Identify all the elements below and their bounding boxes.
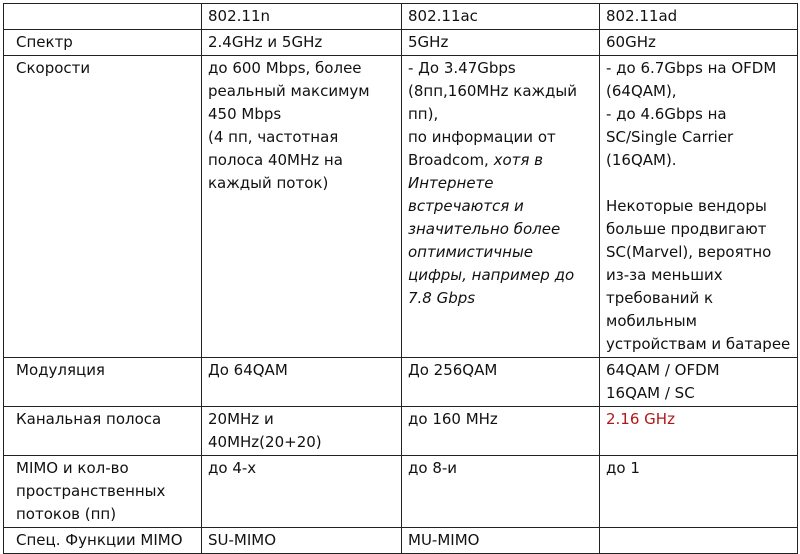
cell-mimo-functions-n: SU-MIMO	[202, 528, 402, 554]
table-row-spectrum	[4, 30, 798, 56]
cell-modulation-n: До 64QAM	[202, 358, 402, 407]
speeds-ac-note-line: Интернете	[408, 174, 494, 192]
cell-modulation-ac: До 256QAM	[402, 358, 600, 407]
modulation-ad-line: 16QAM / SC	[606, 384, 695, 402]
row-label-spectrum: Спектр	[4, 30, 202, 56]
cell-spectrum-ad: 60GHz	[600, 30, 798, 56]
cell-mimo-n: до 4-х	[202, 456, 402, 528]
speeds-ac-line: (8пп,160MHz каждый	[408, 82, 577, 100]
wifi-standards-comparison-table	[3, 3, 798, 554]
cell-bandwidth-ad: 2.16 GHz	[600, 407, 798, 456]
speeds-ac-note-line: цифры, например до	[408, 266, 575, 284]
cell-speeds-ad	[600, 56, 798, 358]
speeds-n-line: до 600 Mbps, более	[208, 59, 362, 77]
speeds-ad-line: (64QAM),	[606, 82, 677, 100]
row-label-modulation: Модуляция	[4, 358, 202, 407]
paragraph-gap	[606, 172, 791, 195]
speeds-ad-note-line: мобильным	[606, 312, 697, 330]
speeds-n-line: (4 пп, частотная	[208, 128, 339, 146]
speeds-ad-line: - до 6.7Gbps на OFDM	[606, 59, 777, 77]
row-label-speeds: Скорости	[4, 56, 202, 358]
cell-bandwidth-n	[202, 407, 402, 456]
row-label-bandwidth: Канальная полоса	[4, 407, 202, 456]
modulation-ad-line: 64QAM / OFDM	[606, 361, 720, 379]
cell-spectrum-ac: 5GHz	[402, 30, 600, 56]
speeds-ad-note-line: устройствам и батарее	[606, 335, 791, 353]
speeds-ad-line: - до 4.6Gbps на	[606, 105, 727, 123]
mimo-label-line: MIMO и кол-во	[16, 459, 129, 477]
speeds-n-line: 450 Mbps	[208, 105, 282, 123]
cell-speeds-n	[202, 56, 402, 358]
speeds-ac-line: пп),	[408, 105, 439, 123]
cell-bandwidth-ac: до 160 MHz	[402, 407, 600, 456]
speeds-ad-note-line: из-за меньших	[606, 266, 723, 284]
header-cell-corner	[4, 4, 202, 30]
cell-speeds-ac	[402, 56, 600, 358]
row-label-mimo	[4, 456, 202, 528]
header-cell-80211ac: 802.11ac	[402, 4, 600, 30]
table-row-bandwidth	[4, 407, 798, 456]
cell-mimo-functions-ac: MU-MIMO	[402, 528, 600, 554]
speeds-ad-note-line: больше продвигают	[606, 220, 767, 238]
cell-mimo-ac: до 8-и	[402, 456, 600, 528]
table-row-modulation	[4, 358, 798, 407]
speeds-ac-source-text: Broadcom,	[408, 151, 489, 169]
row-label-mimo-functions: Спец. Функции MIMO	[4, 528, 202, 554]
table-row-speeds	[4, 56, 798, 358]
bandwidth-n-line: 20MHz и	[208, 410, 274, 428]
speeds-ac-note-start: хотя в	[488, 151, 544, 169]
speeds-ac-note-line: 7.8 Gbps	[408, 289, 476, 307]
bandwidth-n-line: 40MHz(20+20)	[208, 433, 322, 451]
speeds-ac-note-line: оптимистичные	[408, 243, 534, 261]
cell-modulation-ad	[600, 358, 798, 407]
speeds-ad-note-line: требований к	[606, 289, 714, 307]
speeds-ac-note-line: значительно более	[408, 220, 561, 238]
cell-spectrum-n: 2.4GHz и 5GHz	[202, 30, 402, 56]
speeds-ac-line: - До 3.47Gbps	[408, 59, 516, 77]
speeds-ac-line: по информации от	[408, 128, 556, 146]
mimo-label-line: пространственных	[16, 482, 166, 500]
table-row-mimo-functions	[4, 528, 798, 554]
speeds-n-line: реальный максимум	[208, 82, 370, 100]
header-row	[4, 4, 798, 30]
mimo-label-line: потоков (пп)	[16, 505, 117, 523]
speeds-ad-note-line: SC(Marvel), вероятно	[606, 243, 772, 261]
speeds-ad-line: SC/Single Carrier	[606, 128, 734, 146]
header-cell-80211n: 802.11n	[202, 4, 402, 30]
speeds-n-line: каждый поток)	[208, 174, 329, 192]
speeds-ad-line: (16QAM).	[606, 151, 677, 169]
cell-mimo-ad: до 1	[600, 456, 798, 528]
table-row-mimo	[4, 456, 798, 528]
speeds-ac-note-line: встречаются и	[408, 197, 524, 215]
header-cell-80211ad: 802.11ad	[600, 4, 798, 30]
speeds-n-line: полоса 40MHz на	[208, 151, 343, 169]
cell-mimo-functions-ad	[600, 528, 798, 554]
speeds-ad-note-line: Некоторые вендоры	[606, 197, 767, 215]
speeds-ac-source-line	[408, 149, 593, 172]
